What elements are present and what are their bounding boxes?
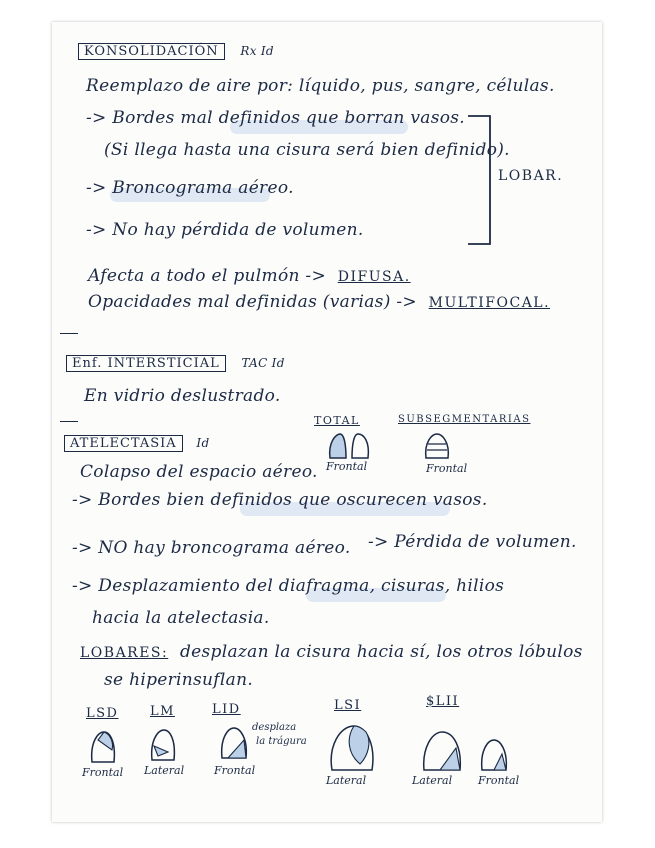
consolidacion-point-1-note: (Si llega hasta una cisura será bien definido). (104, 140, 510, 160)
consolidacion-multifocal: Opacidades mal definidas (varias) -> (88, 292, 417, 312)
consolidacion-heading: KONSOLIDACIÓN (78, 43, 225, 60)
atelectasia-point-3b: hacia la atelectasia. (92, 608, 270, 628)
lung-subsegmental-icon (422, 430, 452, 460)
consolidacion-diffuse: Afecta a todo el pulmón -> (88, 266, 327, 286)
consolidacion-point-2: -> Broncograma aéreo. (86, 178, 294, 198)
section-divider-2 (60, 421, 78, 422)
consolidacion-heading-row (78, 40, 274, 60)
lobares-text: desplazan la cisura hacia sí, los otros lóbulos (179, 642, 583, 662)
consolidacion-point-1: -> Bordes mal definidos que borran vasos. (86, 108, 465, 128)
lobares-text-2: se hiperinsuflan. (104, 670, 254, 690)
lid-note-1: desplaza (252, 722, 297, 733)
lobares-row (80, 642, 583, 662)
intersticial-heading: Enf. INTERSTICIAL (66, 355, 226, 372)
atelectasia-collapse: Colapso del espacio aéreo. (80, 462, 318, 482)
view-lii-frontal: Frontal (478, 774, 520, 787)
lobar-label: LOBAR. (498, 168, 564, 184)
difusa-term: DIFUSA. (337, 269, 411, 285)
subsegmentarias-label: SUBSEGMENTARIAS (398, 414, 531, 425)
lung-lsd-icon (88, 728, 118, 764)
consolidacion-heading-note: Rx Id (240, 44, 274, 58)
consolidacion-diffuse-row (88, 266, 411, 286)
consolidacion-multifocal-row (88, 292, 550, 312)
view-lsd: Frontal (82, 766, 124, 779)
atelectasia-heading-note: Id (196, 436, 210, 450)
lobares-label: LOBARES: (80, 645, 169, 661)
intersticial-heading-note: TAC Id (241, 356, 285, 370)
lung-lm-icon (146, 726, 180, 762)
lid-label: LID (212, 702, 241, 717)
consolidacion-point-3: -> No hay pérdida de volumen. (86, 220, 364, 240)
atelectasia-heading-row (64, 432, 209, 452)
intersticial-text: En vidrio deslustrado. (84, 386, 281, 406)
lsd-label: LSD (86, 706, 119, 721)
atelectasia-point-2b: -> Pérdida de volumen. (368, 532, 577, 552)
lung-lid-icon (218, 724, 252, 762)
lung-lii-lateral-icon (420, 728, 464, 774)
lung-lii-frontal-icon (478, 736, 512, 774)
atelectasia-point-2: -> NO hay broncograma aéreo. (72, 538, 351, 558)
lobar-bracket (462, 112, 502, 248)
lsi-label: LSI (334, 698, 362, 713)
view-lsi: Lateral (326, 774, 367, 787)
frontal-label-1: Frontal (326, 460, 368, 473)
intersticial-heading-row (66, 352, 285, 372)
atelectasia-heading: ATELECTASIA (64, 435, 183, 452)
section-divider-1 (60, 333, 78, 334)
lung-total-icon (326, 430, 372, 460)
view-lii-lateral: Lateral (412, 774, 453, 787)
consolidacion-intro: Reemplazo de aire por: líquido, pus, sangre, células. (86, 76, 555, 96)
view-lid: Frontal (214, 764, 256, 777)
atelectasia-point-1: -> Bordes bien definidos que oscurecen vasos. (72, 490, 488, 510)
lung-lsi-icon (326, 720, 378, 774)
lid-note-2: la trágura (256, 736, 307, 747)
frontal-label-2: Frontal (426, 462, 468, 475)
multifocal-term: MULTIFOCAL. (428, 295, 551, 311)
atelectasia-point-3: -> Desplazamiento del diafragma, cisuras, hilios (72, 576, 505, 596)
lm-label: LM (150, 704, 175, 719)
lii-label: $LII (426, 694, 460, 709)
view-lm: Lateral (144, 764, 185, 777)
total-label: TOTAL (314, 414, 360, 427)
